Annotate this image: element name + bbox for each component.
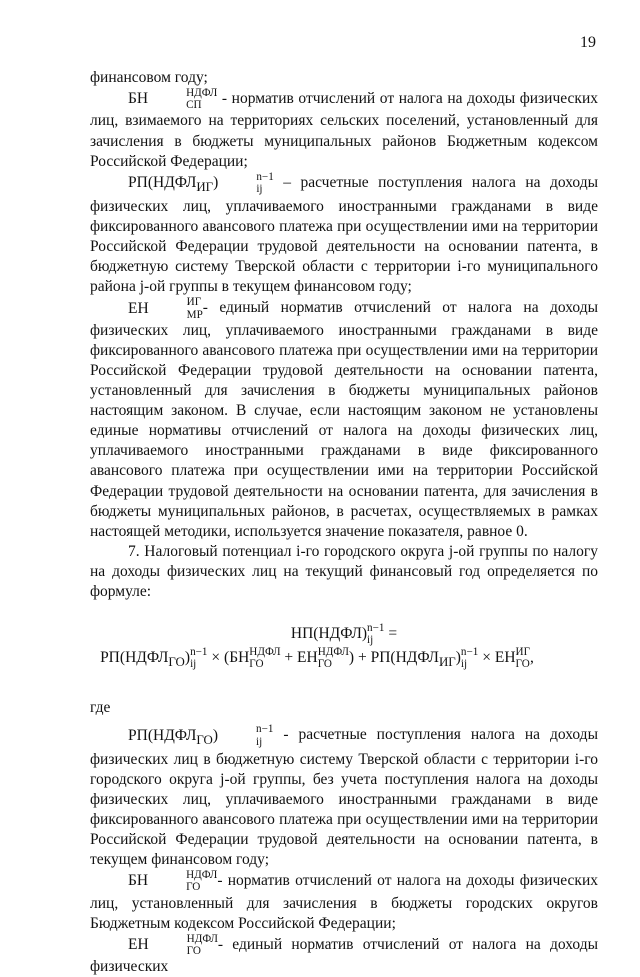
definition-rp-ig [90,172,598,298]
definition-text: – расчетные поступления налога на доходы физических лиц, уплачиваемого иностранными гражданами в виде фиксированного авансового платежа при осуществлении ими на территории Российской Федерации трудовой деятельности на основании патента, в бюджетную систему Тверской области с территории i-го муниципального района j-ой группы в текущем финансовом году; [90,173,598,296]
document-body [90,68,598,977]
definition-bn-go [90,870,598,934]
page-number: 19 [580,34,596,51]
symbol-en-go: ЕН НДФЛ ГО [128,932,218,957]
formula-line-1: НП(НДФЛ) n−1 ij = [290,621,398,647]
section-7-intro [90,542,598,602]
definition-rp-go [90,724,598,870]
definition-text: - норматив отчислений от налога на доходы физических лиц, установленный для зачисления в бюджеты городских округов Бюджетным кодексом Российской Федерации; [90,872,598,932]
definition-en-go [90,934,598,977]
paragraph-text: 7. Налоговый потенциал i-го городского округа j-ой группы по налогу на доходы физических лиц на текущий финансовый год определяется по формуле: [90,542,598,601]
where-label: где [90,699,111,717]
symbol-rp-ig: $РП(НДФЛ_{ИГ})$ n−1 ij [128,170,274,195]
symbol-en-mr: ЕН ИГ МР [128,296,203,321]
definition-text: - расчетные поступления налога на доходы физических лиц в бюджетную систему Тверской области с территории i-го городского округа j-ой группы, без учета поступления налога на доходы физических лиц, уплачиваемого иностранными гражданами в виде фиксированного авансового платежа при осуществлении ими на территории Российской Федерации трудовой деятельности на основании патента, в текущем финансовом году; [90,726,598,869]
definition-bn-sp [90,88,598,172]
paragraph-continuation [90,68,598,88]
np-formula [90,622,598,674]
symbol-bn-sp: БН НДФЛ СП [128,87,218,112]
definition-en-mr [90,297,598,541]
paragraph-text: финансовом году; [90,69,208,86]
symbol-bn-go: БН НДФЛ ГО [128,869,218,894]
definition-text: - единый норматив отчислений от налога на доходы физических лиц, уплачиваемого иностранными гражданами в виде фиксированного авансового платежа при осуществлении ими на территории Российской Федерации трудовой деятельности на основании патента, установленный для зачисления в бюджеты муниципальных районов настоящим законом. В случае, если настоящим законом не установлены единые нормативы отчислений от налога на доходы физических лиц, уплачиваемого иностранными гражданами в виде фиксированного авансового платежа при осуществлении ими на территории Российской Федерации трудовой деятельности на основании патента, для зачисления в бюджеты муниципальных районов, в расчетах, осуществляемых в рамках настоящей методики, используется значение показателя, равное 0. [90,299,598,540]
formula-line-2: $РП(НДФЛ_{ГО})$ n−1 ij × (БН НДФЛ ГО + ЕН НДФЛ ГО ) + $РП(НДФЛ_{ИГ})$ n−1 ij × ЕН ИГ ГО , [100,646,534,671]
definition-text: - единый норматив отчислений от налога на доходы физических [90,935,598,976]
symbol-rp-go: $РП(НДФЛ_{ГО})$ n−1 ij [128,723,274,748]
definition-text: - норматив отчислений от налога на доходы физических лиц, взимаемого на территориях сельских поселений, установленный для зачисления в бюджеты муниципальных районов Бюджетным кодексом Российской Федерации; [90,90,598,170]
